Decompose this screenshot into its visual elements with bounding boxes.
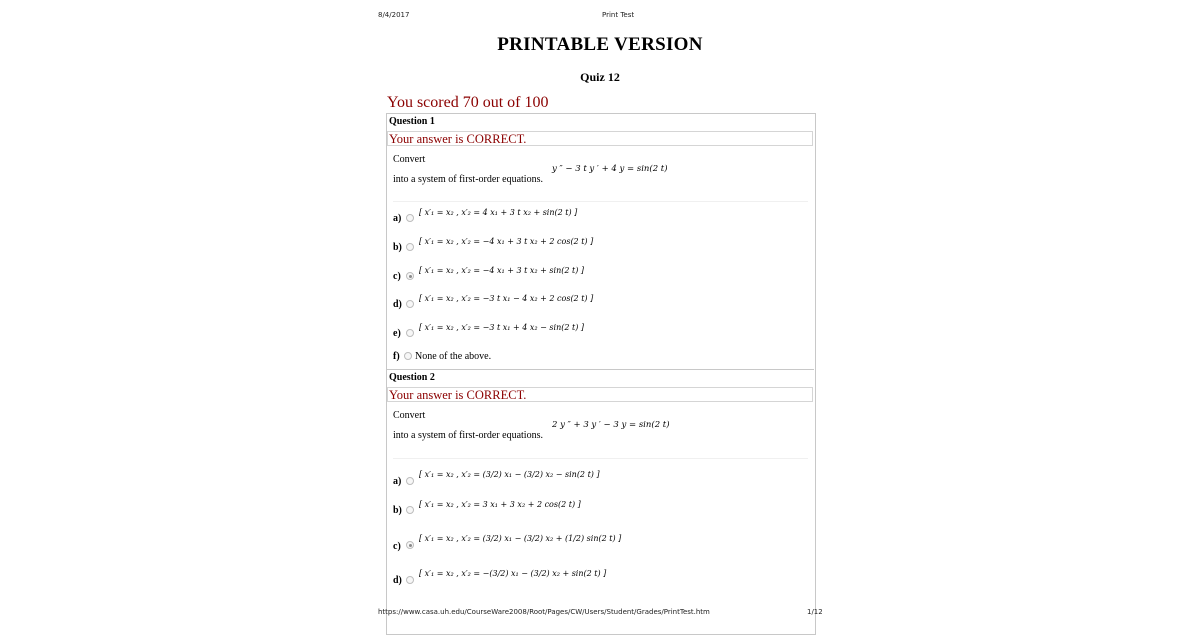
option-letter: d) xyxy=(393,575,402,586)
ode-equation: y ″ − 3 t y ′ + 4 y = sin(2 t) xyxy=(552,164,668,174)
print-url: https://www.casa.uh.edu/CourseWare2008/Root/Pages/CW/Users/Student/Grades/PrintTest.htm xyxy=(378,608,710,616)
option-f-radio[interactable] xyxy=(404,352,412,360)
question-header xyxy=(386,113,814,130)
option-d-radio[interactable] xyxy=(406,576,414,584)
option-b-text: [ x′₁ = x₂ , x′₂ = 3 x₁ + 3 x₂ + 2 cos(2 t) ] xyxy=(419,500,581,509)
option-f-text: None of the above. xyxy=(415,351,492,362)
option-e-radio[interactable] xyxy=(406,329,414,337)
option-a-text: [ x′₁ = x₂ , x′₂ = (3/2) x₁ − (3/2) x₂ − sin(2 t) ] xyxy=(419,470,600,479)
option-d-text: [ x′₁ = x₂ , x′₂ = −3 t x₁ − 4 x₂ + 2 cos(2 t) ] xyxy=(419,294,594,303)
option-letter: c) xyxy=(393,541,401,552)
option-letter: a) xyxy=(393,213,402,224)
prompt-convert: Convert xyxy=(393,410,426,421)
print-page-number: 1/12 xyxy=(807,608,823,616)
score-text: You scored 70 out of 100 xyxy=(387,94,549,111)
option-a-radio[interactable] xyxy=(406,214,414,222)
option-d-radio[interactable] xyxy=(406,300,414,308)
option-b-text: [ x′₁ = x₂ , x′₂ = −4 x₁ + 3 t x₂ + 2 cos(2 t) ] xyxy=(419,237,594,246)
print-doc-title: Print Test xyxy=(602,11,635,19)
prompt-into: into a system of first-order equations. xyxy=(393,174,543,185)
prompt-convert: Convert xyxy=(393,154,426,165)
option-c-radio-selected[interactable] xyxy=(406,541,414,549)
answer-verdict: Your answer is CORRECT. xyxy=(387,387,813,402)
option-letter: b) xyxy=(393,505,402,516)
option-b-radio[interactable] xyxy=(406,243,414,251)
option-c-text: [ x′₁ = x₂ , x′₂ = −4 x₁ + 3 t x₂ + sin(2 t) ] xyxy=(419,266,584,275)
option-a-text: [ x′₁ = x₂ , x′₂ = 4 x₁ + 3 t x₂ + sin(2 t) ] xyxy=(419,208,578,217)
prompt-into: into a system of first-order equations. xyxy=(393,430,543,441)
option-letter: b) xyxy=(393,242,402,253)
page-title: PRINTABLE VERSION xyxy=(497,34,703,55)
question-label: Question 1 xyxy=(389,116,435,127)
question-label: Question 2 xyxy=(389,372,435,383)
divider xyxy=(393,201,808,202)
option-d-text: [ x′₁ = x₂ , x′₂ = −(3/2) x₁ − (3/2) x₂ + sin(2 t) ] xyxy=(419,569,607,578)
option-letter: f) xyxy=(393,351,400,362)
divider xyxy=(393,458,808,459)
answer-verdict: Your answer is CORRECT. xyxy=(387,131,813,146)
ode-equation: 2 y ″ + 3 y ′ − 3 y = sin(2 t) xyxy=(552,420,670,430)
option-c-radio-selected[interactable] xyxy=(406,272,414,280)
option-letter: c) xyxy=(393,271,401,282)
option-c-text: [ x′₁ = x₂ , x′₂ = (3/2) x₁ − (3/2) x₂ + (1/2) sin(2 t) ] xyxy=(419,534,622,543)
option-letter: a) xyxy=(393,476,402,487)
option-e-text: [ x′₁ = x₂ , x′₂ = −3 t x₁ + 4 x₂ − sin(2 t) ] xyxy=(419,323,584,332)
question-header xyxy=(386,369,814,386)
quiz-title: Quiz 12 xyxy=(580,70,620,84)
option-letter: e) xyxy=(393,328,401,339)
print-date: 8/4/2017 xyxy=(378,11,410,19)
option-a-radio[interactable] xyxy=(406,477,414,485)
option-b-radio[interactable] xyxy=(406,506,414,514)
option-letter: d) xyxy=(393,299,402,310)
